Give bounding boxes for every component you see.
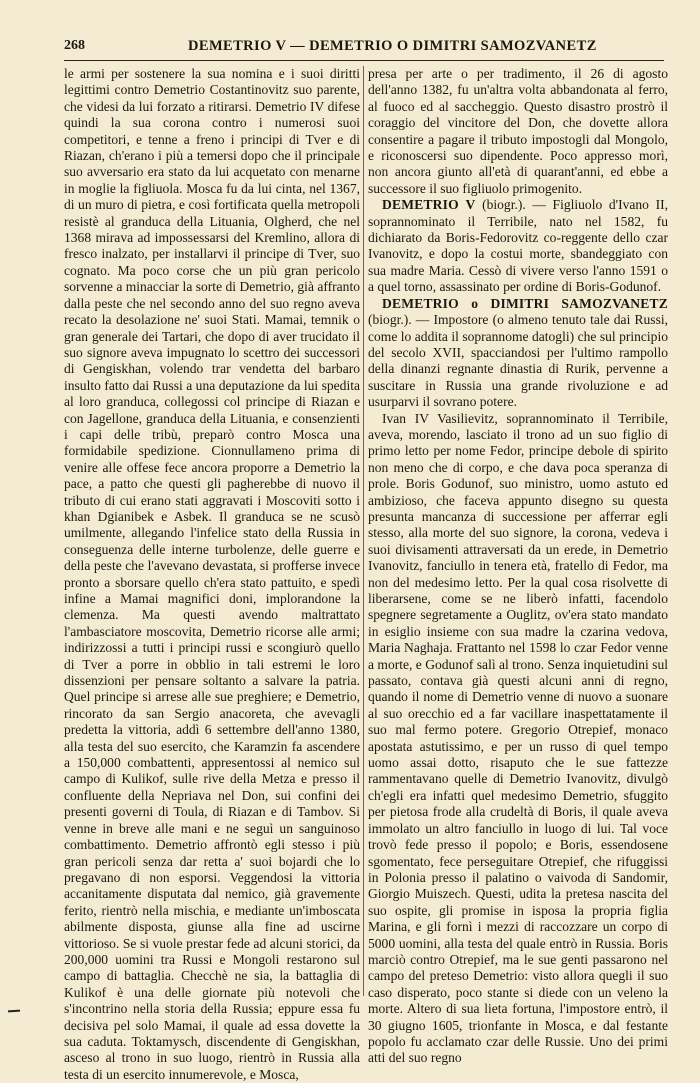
page-header — [64, 38, 664, 61]
entry-demetrio-v-text: (biogr.). — Figliuolo d'Ivano II, soprannominato il Terribile, nato nel 1582, fu dichiarato da Boris-Fedorovitz co-reggente dello czar Ivanovitz, e dopo la costui morte, sbandeggiato con sua madre Maria. Cessò di vivere verso l'anno 1591 o a quel torno, assassinato per ordine di Boris-Godunof. — [368, 197, 668, 295]
entry-samozvanetz-text: (biogr.). — Impostore (o almeno tenuto tale dai Russi, come lo addita il soprannome datogli) che sul principio del secolo XVII, spacciandosi per l'ultimo rampollo della dinanzi regnante dinastia di Rurik, pervenne a suscitare in Russia una grande rivoluzione e ad usurparvi il sovrano potere. — [368, 312, 668, 410]
page-number: 268 — [64, 38, 85, 53]
column-divider — [363, 66, 364, 996]
right-paragraph-4: Ivan IV Vasilievitz, soprannominato il Terribile, aveva, morendo, lasciato il trono ad un suo figlio di primo letto per nome Fedor, principe debole di spirito non meno che di corpo, e che dava poca speranza di prole. Boris Godunof, suo ministro, uomo astuto ed ambizioso, che faceva appunto disegno su questa presunta mancanza di successione per afferrar egli stesso, alla morte del suo signore, la corona, vedeva i suoi divisamenti attraversati da un erede, in Demetrio Ivanovitz, fanciullo in tenera età, fratello di Fedor, ma non del medesimo letto. Per la qual cosa risolvette di liberarsene, come se ne liberò infatti, facendolo spegnere segretamente a Ouglitz, ov'era stato mandato in esiglio insieme con sua madre la czarina vedova, Maria Naghaja. Frattanto nel 1598 lo czar Fedor venne a morte, e Godunof salì al trono. Senza inquietudini sul passato, contava già questi alcuni anni di regno, quando il nome di Demetrio venne di nuovo a suonare al suo orecchio ed a far vacillare inaspettatamente il suo mal fermo potere. Gregorio Otrepief, monaco apostata astutissimo, e per un russo di quel tempo uomo assai dotto, risaputo che le sue fattezze rammentavano quelle di Demetrio Ivanovitz, divulgò ch'egli era infatti quel medesimo Demetrio, sfuggito per pietosa frode alla crudeltà di Boris, il quale aveva immolato un altro fanciullo in luogo di lui. Tal voce trovò fede presso il popolo; e Boris, essendosene sgomentato, fece perseguitare Otrepief, che rifuggissi in Polonia presso il palatino o vaivoda di Sandomir, Giorgio Muiszech. Questi, udita la pretesa nascita del suo ospite, gli promise in isposa la propria figlia Marina, e gli fornì i mezzi di raccozzare un corpo di 5000 uomini, alla testa del quale entrò in Russia. Boris marciò contro Otrepief, ma le sue genti passarono nel campo del preteso Demetrio: visto allora quegli il suo caso disperato, poco stante si diede con un veleno la morte. Altero di sua lieta fortuna, l'impostore entrò, il 30 giugno 1605, trionfante in Mosca, e dal festante popolo fu acclamato czar delle Russie. Uno dei primi atti del suo regno — [368, 410, 668, 1066]
right-column — [368, 66, 668, 1066]
entry-samozvanetz — [368, 296, 668, 411]
right-paragraph-1: presa per arte o per tradimento, il 26 di agosto dell'anno 1382, fu un'altra volta abbandonata al ferro, al fuoco ed al saccheggio. Questo disastro prostrò il coraggio del vincitore del Don, che dovette allora consentire a pagare il tributo impostogli dal Mongolo, e riconoscersi suo dipendente. Poco appresso morì, non ancora giunto all'età di quarant'anni, ed ebbe a successore il suo figliuolo primogenito. — [368, 66, 668, 196]
entry-demetrio-v-head: DEMETRIO V — [382, 197, 476, 213]
entry-demetrio-v — [368, 197, 668, 295]
entry-samozvanetz-head: DEMETRIO o DIMITRI SAMOZVANETZ — [382, 295, 668, 311]
running-title: DEMETRIO V — DEMETRIO O DIMITRI SAMOZVANETZ — [188, 38, 597, 54]
margin-mark — [8, 1010, 20, 1013]
left-paragraph-1: le armi per sostenere la sua nomina e i suoi diritti legittimi contro Demetrio Costantinovitz suo parente, che videsi da lui forzato a ritirarsi. Demetrio IV difese quindi la sua corona contro i numerosi suoi competitori, e tenne a freno i principi di Tver e di Riazan, ch'erano i più a temersi dopo che il principale suo avversario era stato da lui acquetato con menarne in moglie la figliuola. Mosca fu da lui cinta, nel 1367, di un muro di pietra, e così fortificata quella metropoli resistè al granduca della Lituania, Olgherd, che nel 1368 mirava ad impossessarsi del Kremlino, allora di fresco inalzato, per installarvi il principe di Tver, suo cognato. Ma poco corse che un più gran pericolo sorvenne a minacciar la sorte di Demetrio, già affranto dalla peste che nel secondo anno del suo regno aveva recato la desolazione ne' suoi Stati. Mamai, temnik o gran generale dei Tartari, che dopo di aver trucidato il suo signore aveva impugnato lo scettro dei successori di Gengiskhan, volendo trar vendetta del barbaro insulto fatto dai Russi a una deputazione da lui spedita al loro granduca, collegossi col principe di Riazan e con Jagellone, granduca della Lituania, e consenzienti i capi delle tribù, preparò contro Mosca una formidabile spedizione. Cionnullameno prima di venire alle offese fece ancora proporre a Demetrio la pace, a patto che questi gli pagherebbe di nuovo il tributo di cui erano stati aggravati i Moscoviti sotto i khan Dgianibek e Asbek. Il granduca se ne scusò umilmente, allegando l'infelice stato della Russia in conseguenza delle interne turbolenze, delle guerre e della peste che l'avevano devastata, si profferse invece pronto a sborsare quello ch'era stato pattuito, e spedì infine a Mamai magnifici doni, implorandone la clemenza. Ma questi avendo maltrattato l'ambasciatore moscovita, Demetrio ricorse alle armi; indirizzossi a tutti i principi russi e scongiurò quello di Tver a porre in obblio in tali estremi le loro dissenzioni per pensare soltanto a salvare la patria. Quel principe si arrese alle sue preghiere; e Demetrio, rincorato da san Sergio anacoreta, che avevagli predetta la vittoria, addì 6 settembre dell'anno 1380, alla testa del suo esercito, che Karamzin fa ascendere a 150,000 combattenti, appresentossi al nemico sul campo di Kulikof, sulle rive della Metza e presso il confluente della Nepriava nel Don, sui confini dei presenti governi di Toula, di Riazan e di Tambov. Si venne in breve alle mani e ne seguì un sanguinoso combattimento. Demetrio affrontò egli stesso i più gran pericoli senza dar retta a' suoi bojardi che lo pregavano di non esporsi. Veggendosi la vittoria accanitamente disputata dal nemico, già gravemente ferito, rientrò nella mischia, e mediante un'imboscata abilmente disposta, giunse alla fine ad uscirne vittorioso. Se si vuole prestar fede ad alcuni storici, da 200,000 uomini tra Russi e Mongoli restarono sul campo di battaglia. Checchè ne sia, la battaglia di Kulikof è una delle giornate più notevoli che s'incontrino nella storia della Russia; eppure essa fu decisiva pel solo Mamai, il quale ad essa dovette la sua caduta. Toktamysch, discendente di Gengiskhan, asceso al trono in suo luogo, rientrò in Russia alla testa di un esercito innumerevole, e Mosca, — [64, 66, 360, 1082]
left-column — [64, 66, 360, 1082]
